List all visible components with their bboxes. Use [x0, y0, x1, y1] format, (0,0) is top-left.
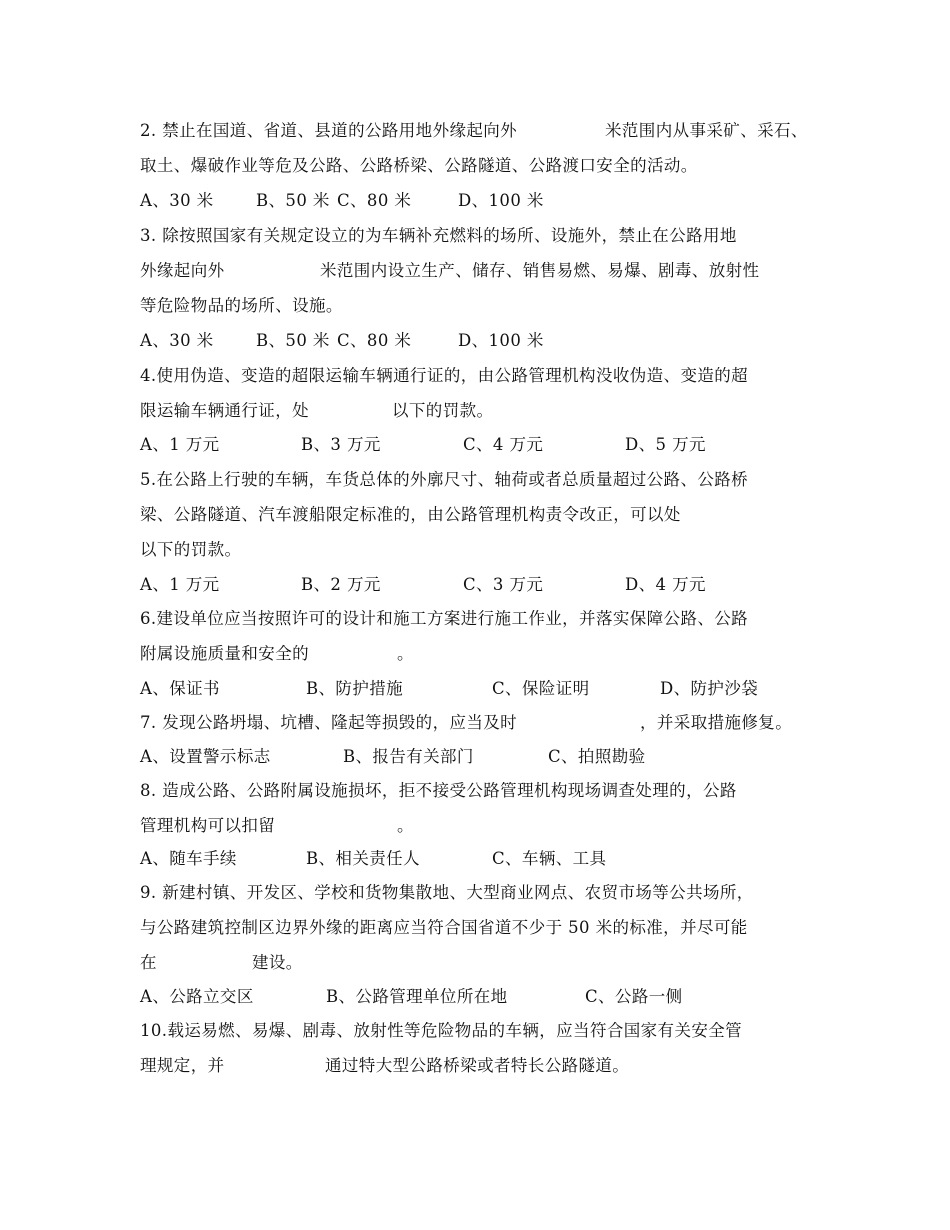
question-text: 等危险物品的场所、设施。	[140, 296, 343, 315]
option-a: A、保证书	[140, 679, 220, 698]
question-text: 梁、公路隧道、汽车渡船限定标准的，由公路管理机构责令改正，可以处	[140, 505, 681, 524]
option-a: A、公路立交区	[140, 987, 254, 1006]
option-d: D、防护沙袋	[660, 679, 759, 698]
option-c: C、保险证明	[492, 679, 590, 698]
option-a: A、30 米	[140, 331, 214, 350]
question-text: 理规定，并	[140, 1056, 225, 1075]
question-text: 2. 禁止在国道、省道、县道的公路用地外缘起向外	[140, 121, 518, 140]
question-text: 附属设施质量和安全的	[140, 644, 309, 663]
option-b: B、公路管理单位所在地	[326, 987, 508, 1006]
question-text: 限运输车辆通行证，处	[140, 401, 309, 420]
question-text: 7. 发现公路坍塌、坑槽、隆起等损毁的，应当及时	[140, 713, 518, 732]
question-text: 6.建设单位应当按照许可的设计和施工方案进行施工作业，并落实保障公路、公路	[140, 609, 749, 628]
question-text: 与公路建筑控制区边界外缘的距离应当符合国省道不少于 50 米的标准，并尽可能	[140, 918, 748, 937]
option-b: B、2 万元	[301, 575, 381, 594]
question-text: 8. 造成公路、公路附属设施损坏，拒不接受公路管理机构现场调查处理的，公路	[140, 781, 737, 800]
question-text: ，并采取措施修复。	[640, 713, 793, 732]
option-c: C、拍照勘验	[548, 747, 646, 766]
question-text: 以下的罚款。	[140, 540, 242, 559]
question-text: 5.在公路上行驶的车辆，车货总体的外廓尺寸、轴荷或者总质量超过公路、公路桥	[140, 470, 749, 489]
option-d: D、100 米	[458, 191, 544, 210]
option-c: C、4 万元	[463, 435, 544, 454]
option-a: A、30 米	[140, 191, 214, 210]
option-d: D、5 万元	[625, 435, 706, 454]
question-text: 米范围内从事采矿、采石、	[605, 121, 808, 140]
question-text: 3. 除按照国家有关规定设立的为车辆补充燃料的场所、设施外，禁止在公路用地	[140, 226, 737, 245]
option-b: B、3 万元	[301, 435, 381, 454]
question-text: 在	[140, 953, 157, 972]
option-c: C、公路一侧	[585, 987, 683, 1006]
question-text: 。	[397, 644, 414, 663]
question-text: 建设。	[252, 953, 303, 972]
option-c: C、80 米	[337, 331, 412, 350]
option-c: C、3 万元	[463, 575, 544, 594]
option-b: B、防护措施	[306, 679, 404, 698]
option-b: B、50 米	[256, 331, 330, 350]
option-b: B、50 米	[256, 191, 330, 210]
option-a: A、1 万元	[140, 575, 220, 594]
option-c: C、车辆、工具	[492, 849, 607, 868]
question-text: 取土、爆破作业等危及公路、公路桥梁、公路隧道、公路渡口安全的活动。	[140, 156, 698, 175]
option-d: D、100 米	[458, 331, 544, 350]
question-text: 米范围内设立生产、储存、销售易燃、易爆、剧毒、放射性	[320, 261, 760, 280]
question-text: 。	[397, 816, 414, 835]
option-b: B、报告有关部门	[343, 747, 474, 766]
question-text: 9. 新建村镇、开发区、学校和货物集散地、大型商业网点、农贸市场等公共场所，	[140, 883, 754, 902]
question-text: 4.使用伪造、变造的超限运输车辆通行证的，由公路管理机构没收伪造、变造的超	[140, 366, 749, 385]
option-d: D、4 万元	[625, 575, 706, 594]
question-text: 通过特大型公路桥梁或者特长公路隧道。	[325, 1056, 630, 1075]
question-text: 外缘起向外	[140, 261, 225, 280]
option-a: A、设置警示标志	[140, 747, 271, 766]
option-b: B、相关责任人	[306, 849, 420, 868]
option-c: C、80 米	[337, 191, 412, 210]
question-text: 10.载运易燃、易爆、剧毒、放射性等危险物品的车辆，应当符合国家有关安全管	[140, 1021, 743, 1040]
question-text: 管理机构可以扣留	[140, 816, 276, 835]
question-10-line-2	[140, 1056, 630, 1136]
question-text: 以下的罚款。	[392, 401, 494, 420]
option-a: A、随车手续	[140, 849, 237, 868]
option-a: A、1 万元	[140, 435, 220, 454]
